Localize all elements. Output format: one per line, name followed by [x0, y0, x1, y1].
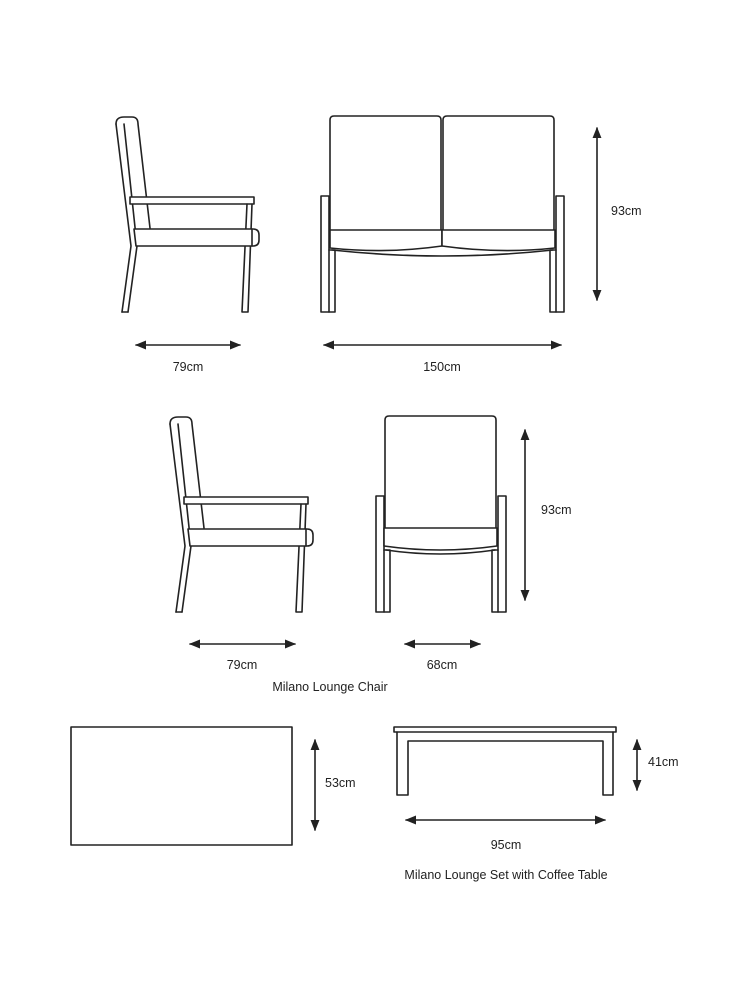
chair-side-view — [170, 417, 313, 612]
table-side-view — [394, 727, 616, 795]
table-height-label: 41cm — [648, 755, 679, 769]
chair-front-view — [376, 416, 506, 612]
chair-height-label: 93cm — [541, 503, 572, 517]
sofa-side-view — [116, 117, 259, 312]
sofa-depth-label: 79cm — [172, 360, 204, 374]
chair-depth-label: 79cm — [226, 658, 258, 672]
table-depth-label: 53cm — [325, 776, 356, 790]
chair-width-label: 68cm — [426, 658, 458, 672]
sofa-width-label: 150cm — [423, 360, 461, 374]
set-caption: Milano Lounge Set with Coffee Table — [404, 868, 608, 882]
sofa-height-label: 93cm — [611, 204, 642, 218]
sofa-front-view — [321, 116, 564, 312]
table-width-label: 95cm — [490, 838, 522, 852]
chair-caption: Milano Lounge Chair — [272, 680, 388, 694]
table-top-view — [71, 727, 292, 845]
